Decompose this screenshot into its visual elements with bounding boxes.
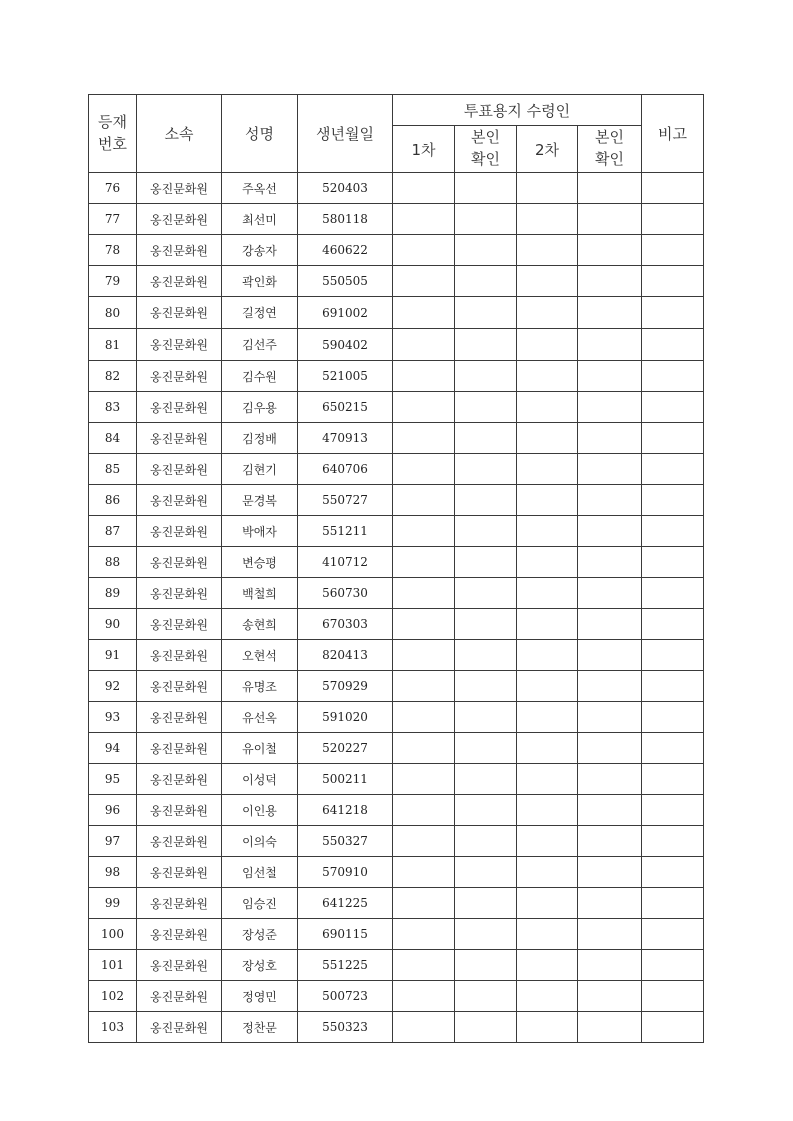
header-reg-no: 등재 번호 [89,95,137,173]
second-confirm-cell [578,454,642,485]
remarks-cell [642,204,704,235]
second-confirm-cell [578,516,642,547]
reg-no-cell: 76 [89,173,137,204]
first-receipt-cell [393,423,455,454]
first-confirm-cell [455,173,517,204]
header-second-confirm: 본인 확인 [578,126,642,173]
affiliation-cell: 옹진문화원 [137,795,222,826]
dob-cell: 691002 [298,297,393,329]
first-confirm-cell [455,547,517,578]
remarks-cell [642,609,704,640]
second-confirm-cell [578,671,642,702]
first-receipt-cell [393,609,455,640]
remarks-cell [642,764,704,795]
remarks-cell [642,423,704,454]
affiliation-cell: 옹진문화원 [137,609,222,640]
second-confirm-cell [578,204,642,235]
second-receipt-cell [517,671,578,702]
first-receipt-cell [393,297,455,329]
first-receipt-cell [393,578,455,609]
affiliation-cell: 옹진문화원 [137,173,222,204]
first-confirm-cell [455,329,517,361]
header-second: 2차 [517,126,578,173]
dob-cell: 550323 [298,1012,393,1043]
second-receipt-cell [517,392,578,423]
name-cell: 임선철 [222,857,298,888]
second-receipt-cell [517,981,578,1012]
affiliation-cell: 옹진문화원 [137,1012,222,1043]
table-row [89,702,704,733]
second-confirm-cell [578,609,642,640]
second-receipt-cell [517,454,578,485]
affiliation-cell: 옹진문화원 [137,640,222,671]
reg-no-cell: 96 [89,795,137,826]
second-receipt-cell [517,826,578,857]
first-confirm-cell [455,826,517,857]
dob-cell: 520227 [298,733,393,764]
dob-cell: 521005 [298,361,393,392]
reg-no-cell: 79 [89,266,137,297]
second-receipt-cell [517,266,578,297]
affiliation-cell: 옹진문화원 [137,547,222,578]
name-cell: 이의숙 [222,826,298,857]
reg-no-cell: 84 [89,423,137,454]
remarks-cell [642,826,704,857]
first-confirm-cell [455,235,517,266]
name-cell: 오현석 [222,640,298,671]
second-receipt-cell [517,173,578,204]
header-ballot-group: 투표용지 수령인 [393,95,642,126]
second-receipt-cell [517,204,578,235]
affiliation-cell: 옹진문화원 [137,578,222,609]
second-confirm-cell [578,826,642,857]
second-confirm-cell [578,857,642,888]
affiliation-cell: 옹진문화원 [137,297,222,329]
affiliation-cell: 옹진문화원 [137,702,222,733]
reg-no-cell: 93 [89,702,137,733]
second-receipt-cell [517,423,578,454]
first-receipt-cell [393,671,455,702]
name-cell: 주옥선 [222,173,298,204]
reg-no-cell: 81 [89,329,137,361]
first-confirm-cell [455,1012,517,1043]
name-cell: 장성호 [222,950,298,981]
first-receipt-cell [393,702,455,733]
second-receipt-cell [517,795,578,826]
remarks-cell [642,981,704,1012]
reg-no-cell: 92 [89,671,137,702]
second-receipt-cell [517,297,578,329]
name-cell: 송현희 [222,609,298,640]
header-first-confirm: 본인 확인 [455,126,517,173]
second-confirm-cell [578,764,642,795]
table-row [89,671,704,702]
table-row [89,361,704,392]
affiliation-cell: 옹진문화원 [137,204,222,235]
remarks-cell [642,392,704,423]
name-cell: 박애자 [222,516,298,547]
table-row [89,950,704,981]
affiliation-cell: 옹진문화원 [137,764,222,795]
reg-no-cell: 94 [89,733,137,764]
reg-no-cell: 83 [89,392,137,423]
remarks-cell [642,1012,704,1043]
first-receipt-cell [393,764,455,795]
table-row [89,235,704,266]
name-cell: 김선주 [222,329,298,361]
header-first: 1차 [393,126,455,173]
name-cell: 이인용 [222,795,298,826]
dob-cell: 570910 [298,857,393,888]
second-confirm-cell [578,485,642,516]
first-receipt-cell [393,640,455,671]
affiliation-cell: 옹진문화원 [137,423,222,454]
table-row [89,423,704,454]
remarks-cell [642,329,704,361]
remarks-cell [642,888,704,919]
dob-cell: 650215 [298,392,393,423]
second-confirm-cell [578,578,642,609]
affiliation-cell: 옹진문화원 [137,981,222,1012]
dob-cell: 551225 [298,950,393,981]
first-receipt-cell [393,857,455,888]
reg-no-cell: 98 [89,857,137,888]
reg-no-cell: 86 [89,485,137,516]
name-cell: 김우용 [222,392,298,423]
dob-cell: 500723 [298,981,393,1012]
dob-cell: 550505 [298,266,393,297]
first-receipt-cell [393,795,455,826]
first-receipt-cell [393,1012,455,1043]
table-row [89,919,704,950]
affiliation-cell: 옹진문화원 [137,733,222,764]
table-row [89,733,704,764]
second-confirm-cell [578,981,642,1012]
second-confirm-cell [578,297,642,329]
table-row [89,640,704,671]
name-cell: 김정배 [222,423,298,454]
table-row [89,204,704,235]
first-receipt-cell [393,266,455,297]
first-receipt-cell [393,919,455,950]
dob-cell: 591020 [298,702,393,733]
first-confirm-cell [455,888,517,919]
first-receipt-cell [393,485,455,516]
second-receipt-cell [517,485,578,516]
table-row [89,609,704,640]
first-confirm-cell [455,516,517,547]
table-row [89,826,704,857]
table-row [89,547,704,578]
dob-cell: 640706 [298,454,393,485]
first-receipt-cell [393,733,455,764]
first-confirm-cell [455,297,517,329]
affiliation-cell: 옹진문화원 [137,266,222,297]
name-cell: 길정연 [222,297,298,329]
name-cell: 강송자 [222,235,298,266]
reg-no-cell: 89 [89,578,137,609]
reg-no-cell: 88 [89,547,137,578]
second-receipt-cell [517,733,578,764]
remarks-cell [642,950,704,981]
affiliation-cell: 옹진문화원 [137,235,222,266]
affiliation-cell: 옹진문화원 [137,950,222,981]
remarks-cell [642,235,704,266]
dob-cell: 641225 [298,888,393,919]
remarks-cell [642,733,704,764]
first-confirm-cell [455,764,517,795]
dob-cell: 551211 [298,516,393,547]
first-confirm-cell [455,423,517,454]
header-affiliation: 소속 [137,95,222,173]
first-confirm-cell [455,361,517,392]
name-cell: 김수원 [222,361,298,392]
second-receipt-cell [517,888,578,919]
name-cell: 변승평 [222,547,298,578]
dob-cell: 590402 [298,329,393,361]
remarks-cell [642,173,704,204]
table-row [89,764,704,795]
dob-cell: 500211 [298,764,393,795]
second-confirm-cell [578,795,642,826]
first-confirm-cell [455,609,517,640]
roster-body [89,173,704,1043]
second-receipt-cell [517,702,578,733]
name-cell: 이성덕 [222,764,298,795]
first-receipt-cell [393,392,455,423]
table-row [89,454,704,485]
first-receipt-cell [393,361,455,392]
name-cell: 유명조 [222,671,298,702]
dob-cell: 641218 [298,795,393,826]
first-confirm-cell [455,857,517,888]
second-receipt-cell [517,1012,578,1043]
affiliation-cell: 옹진문화원 [137,516,222,547]
name-cell: 임승진 [222,888,298,919]
second-confirm-cell [578,640,642,671]
second-confirm-cell [578,888,642,919]
second-confirm-cell [578,423,642,454]
header-row-top [89,95,704,126]
name-cell: 김현기 [222,454,298,485]
name-cell: 정찬문 [222,1012,298,1043]
affiliation-cell: 옹진문화원 [137,826,222,857]
affiliation-cell: 옹진문화원 [137,485,222,516]
reg-no-cell: 82 [89,361,137,392]
second-receipt-cell [517,640,578,671]
dob-cell: 460622 [298,235,393,266]
remarks-cell [642,485,704,516]
table-row [89,578,704,609]
first-receipt-cell [393,826,455,857]
reg-no-cell: 99 [89,888,137,919]
first-confirm-cell [455,671,517,702]
remarks-cell [642,547,704,578]
name-cell: 정영민 [222,981,298,1012]
name-cell: 최선미 [222,204,298,235]
second-receipt-cell [517,857,578,888]
remarks-cell [642,671,704,702]
remarks-cell [642,578,704,609]
first-confirm-cell [455,485,517,516]
reg-no-cell: 95 [89,764,137,795]
dob-cell: 470913 [298,423,393,454]
remarks-cell [642,640,704,671]
header-remarks: 비고 [642,95,704,173]
first-confirm-cell [455,950,517,981]
dob-cell: 560730 [298,578,393,609]
first-confirm-cell [455,795,517,826]
first-receipt-cell [393,516,455,547]
name-cell: 유이철 [222,733,298,764]
second-receipt-cell [517,329,578,361]
reg-no-cell: 100 [89,919,137,950]
first-confirm-cell [455,640,517,671]
first-confirm-cell [455,392,517,423]
dob-cell: 550327 [298,826,393,857]
reg-no-cell: 101 [89,950,137,981]
second-confirm-cell [578,266,642,297]
table-row [89,173,704,204]
name-cell: 유선옥 [222,702,298,733]
second-confirm-cell [578,733,642,764]
dob-cell: 690115 [298,919,393,950]
affiliation-cell: 옹진문화원 [137,919,222,950]
affiliation-cell: 옹진문화원 [137,857,222,888]
second-confirm-cell [578,547,642,578]
table-row [89,516,704,547]
first-receipt-cell [393,950,455,981]
remarks-cell [642,857,704,888]
dob-cell: 410712 [298,547,393,578]
remarks-cell [642,702,704,733]
first-receipt-cell [393,981,455,1012]
name-cell: 곽인화 [222,266,298,297]
remarks-cell [642,454,704,485]
affiliation-cell: 옹진문화원 [137,888,222,919]
second-receipt-cell [517,547,578,578]
first-confirm-cell [455,578,517,609]
remarks-cell [642,795,704,826]
second-confirm-cell [578,235,642,266]
table-row [89,392,704,423]
voter-roster-table [88,94,704,1043]
second-receipt-cell [517,609,578,640]
dob-cell: 670303 [298,609,393,640]
first-confirm-cell [455,733,517,764]
first-receipt-cell [393,173,455,204]
reg-no-cell: 85 [89,454,137,485]
remarks-cell [642,266,704,297]
table-row [89,981,704,1012]
reg-no-cell: 103 [89,1012,137,1043]
first-confirm-cell [455,702,517,733]
second-receipt-cell [517,919,578,950]
remarks-cell [642,919,704,950]
dob-cell: 520403 [298,173,393,204]
second-confirm-cell [578,329,642,361]
second-receipt-cell [517,764,578,795]
affiliation-cell: 옹진문화원 [137,329,222,361]
table-row [89,1012,704,1043]
header-name: 성명 [222,95,298,173]
second-confirm-cell [578,702,642,733]
reg-no-cell: 102 [89,981,137,1012]
dob-cell: 570929 [298,671,393,702]
affiliation-cell: 옹진문화원 [137,361,222,392]
table-row [89,857,704,888]
affiliation-cell: 옹진문화원 [137,454,222,485]
reg-no-cell: 77 [89,204,137,235]
first-receipt-cell [393,454,455,485]
first-receipt-cell [393,235,455,266]
second-confirm-cell [578,919,642,950]
second-receipt-cell [517,578,578,609]
first-receipt-cell [393,888,455,919]
second-receipt-cell [517,235,578,266]
table-row [89,485,704,516]
second-confirm-cell [578,392,642,423]
first-confirm-cell [455,919,517,950]
second-receipt-cell [517,361,578,392]
reg-no-cell: 91 [89,640,137,671]
dob-cell: 580118 [298,204,393,235]
remarks-cell [642,361,704,392]
name-cell: 백철희 [222,578,298,609]
affiliation-cell: 옹진문화원 [137,671,222,702]
table-row [89,266,704,297]
reg-no-cell: 97 [89,826,137,857]
table-row [89,329,704,361]
table-row [89,297,704,329]
name-cell: 장성준 [222,919,298,950]
second-confirm-cell [578,1012,642,1043]
first-receipt-cell [393,329,455,361]
first-receipt-cell [393,204,455,235]
first-receipt-cell [393,547,455,578]
reg-no-cell: 80 [89,297,137,329]
dob-cell: 550727 [298,485,393,516]
remarks-cell [642,516,704,547]
first-confirm-cell [455,266,517,297]
first-confirm-cell [455,981,517,1012]
dob-cell: 820413 [298,640,393,671]
first-confirm-cell [455,454,517,485]
second-receipt-cell [517,516,578,547]
first-confirm-cell [455,204,517,235]
remarks-cell [642,297,704,329]
name-cell: 문경복 [222,485,298,516]
second-confirm-cell [578,361,642,392]
reg-no-cell: 87 [89,516,137,547]
second-confirm-cell [578,173,642,204]
table-row [89,888,704,919]
header-dob: 생년월일 [298,95,393,173]
reg-no-cell: 90 [89,609,137,640]
second-receipt-cell [517,950,578,981]
second-confirm-cell [578,950,642,981]
affiliation-cell: 옹진문화원 [137,392,222,423]
reg-no-cell: 78 [89,235,137,266]
table-row [89,795,704,826]
